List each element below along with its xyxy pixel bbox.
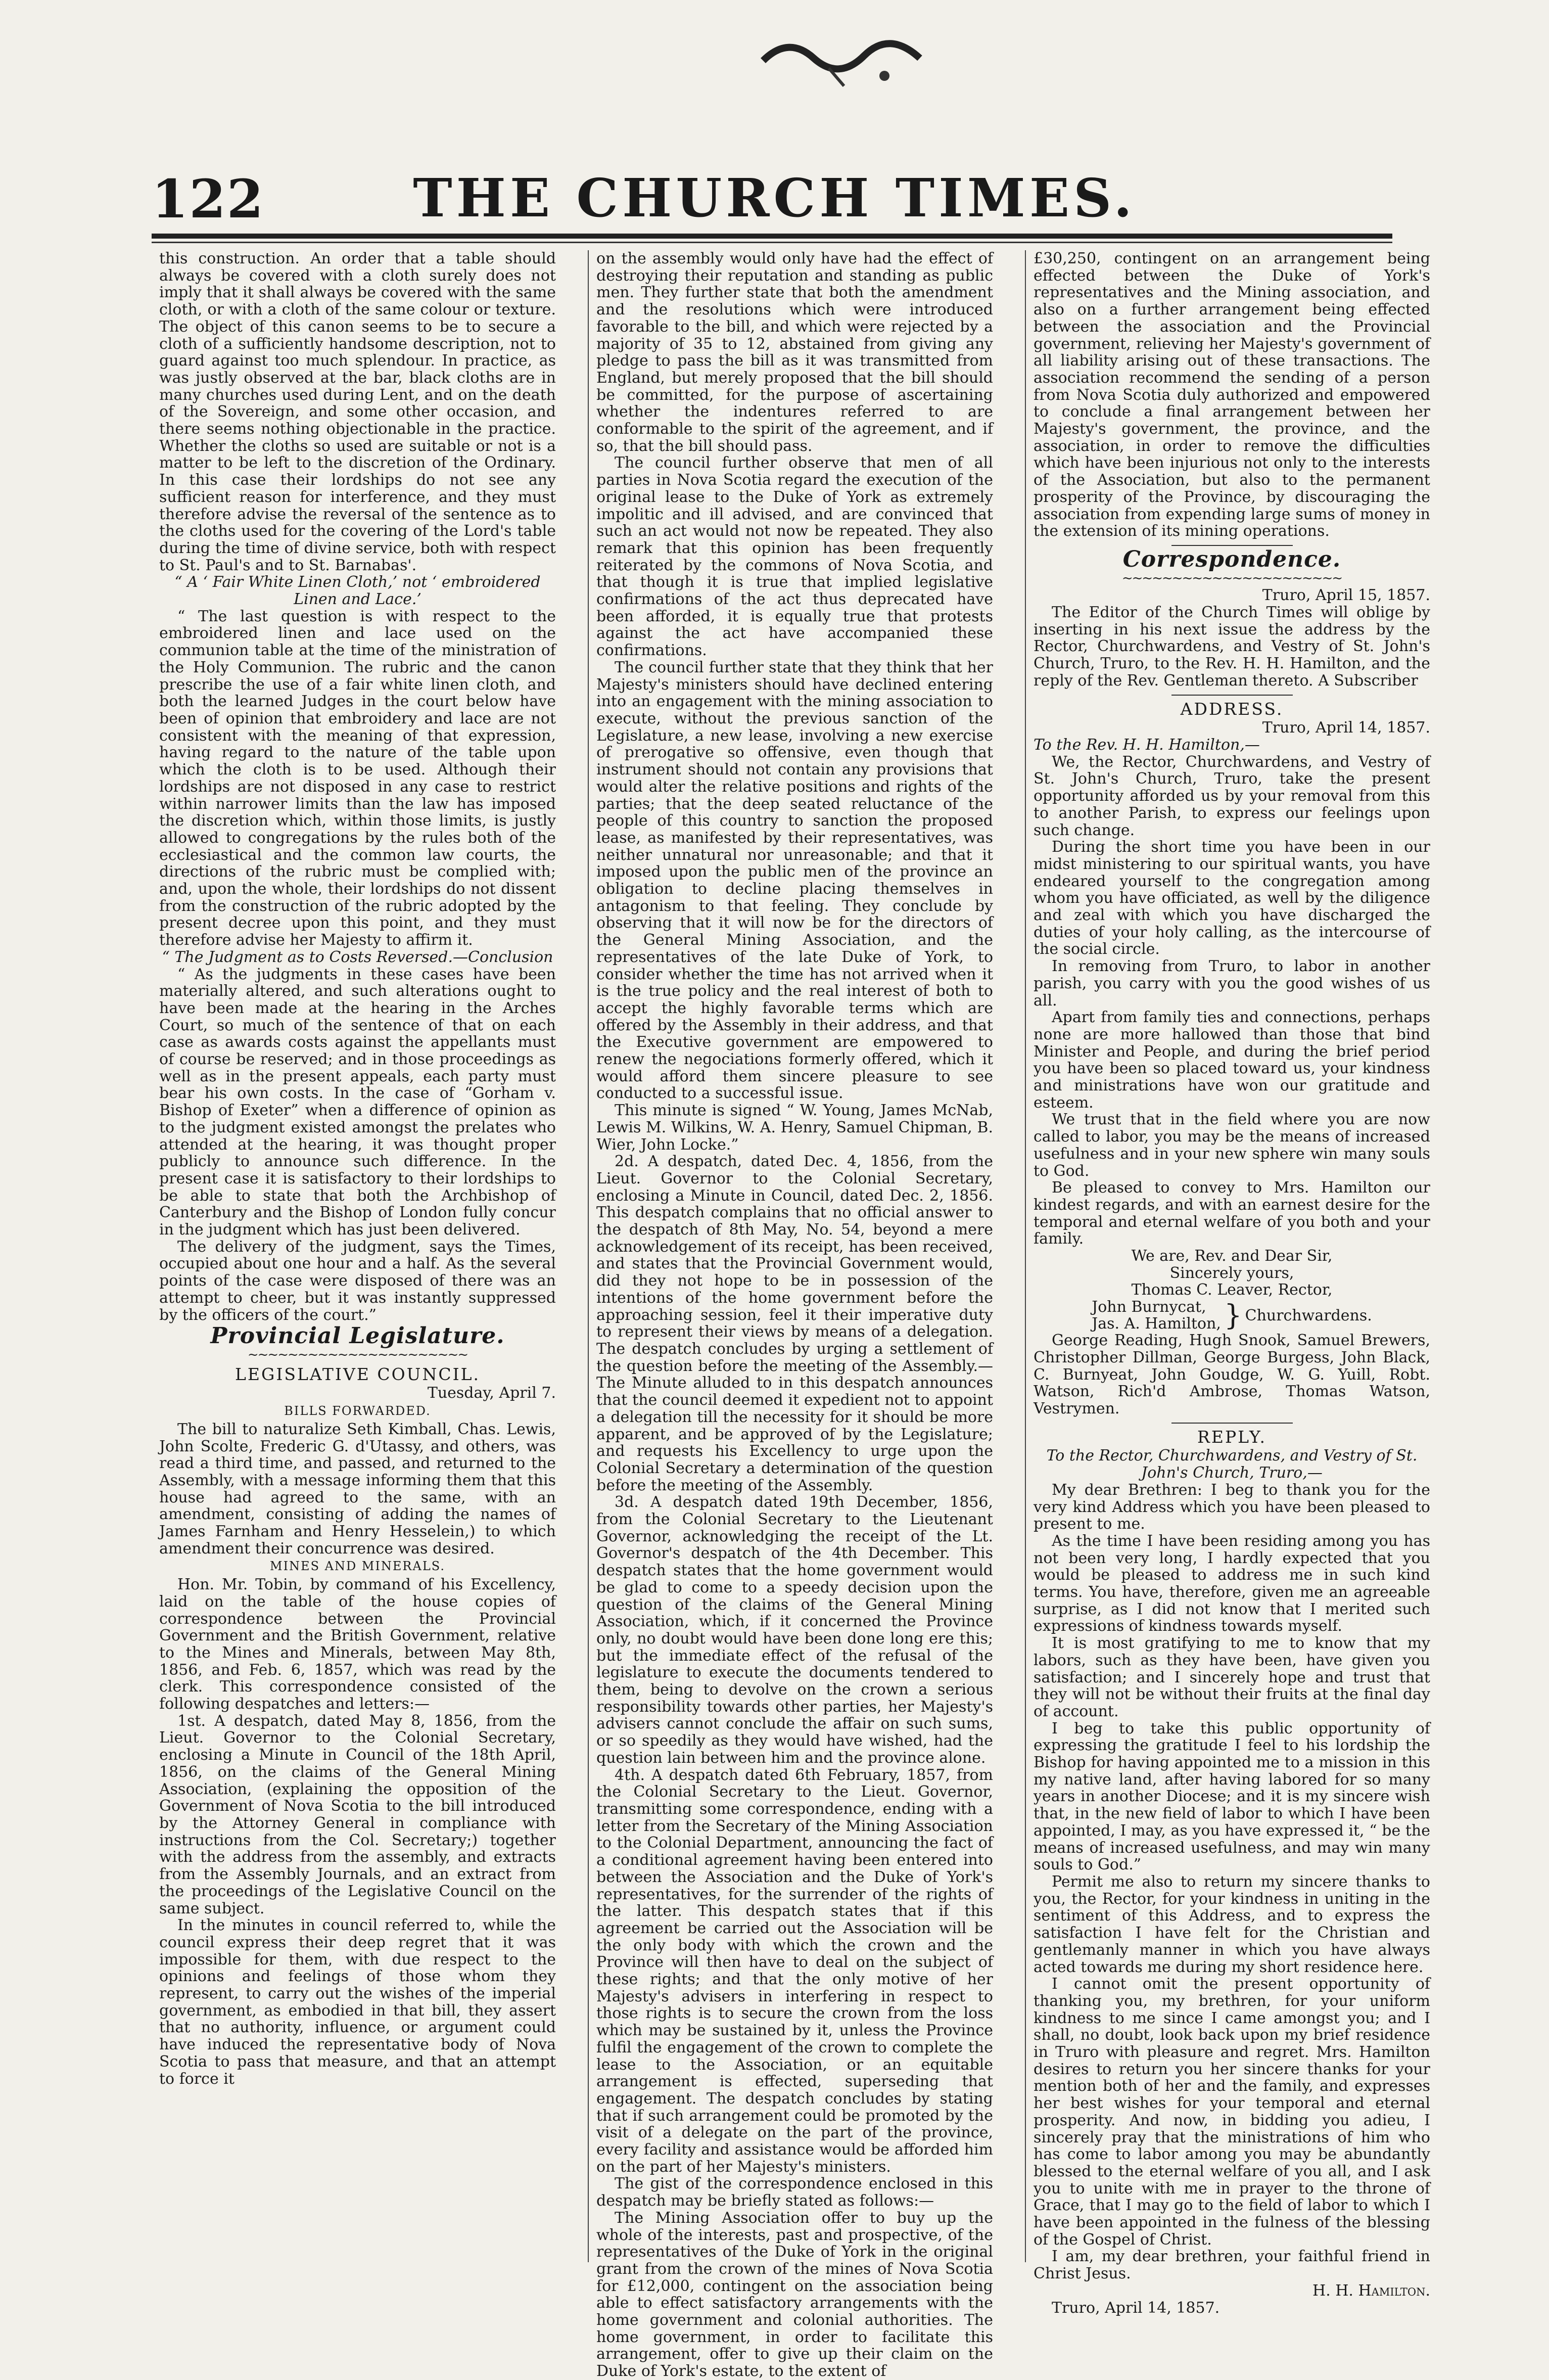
paragraph: The Editor of the Church Times will oblige by inserting in his next issue the address by the Rector, Churchwardens, and Vestry of St. John's Church, Truro, to the Rev. H. H. Hamilton, and the reply of the Rev. Gentleman thereto. A Subscriber bbox=[1034, 604, 1430, 690]
paragraph: As the time I have been residing among you has not been very long, I hardly expected that you would be pleased to address me in such kind terms. You have, therefore, given me an agreeable surprise, as I did not know that I merited such expressions of kindness towards myself. bbox=[1034, 1532, 1430, 1635]
ornament-rule: ~~~~~~~~~~~~~~~~~~~~~~ bbox=[247, 1347, 468, 1362]
paragraph: During the short time you have been in our midst ministering to our spiritual wants, you have endeared yourself to the congregation among whom you have officiated, as well by the diligence and zeal with which you have discharged the duties of your holy calling, as the intercourse of the social circle. bbox=[1034, 838, 1430, 958]
address-heading: ADDRESS. bbox=[1180, 699, 1284, 719]
paragraph: 2d. A despatch, dated Dec. 4, 1856, from the Lieut. Governor to the Colonial Secretary, enclosing a Minute in Council, dated Dec. 2, 1856. This despatch complains that no official answer to the despatch of 8th May, No. 54, beyond a mere acknowledgement of its receipt, has been received, and states that the Provincial Government would, did they not hope to be in possession of the intentions of the home government before the approaching session, feel it their imperative duty to represent their views by means of a delegation. The despatch concludes by urging a settlement of the question before the meeting of the Assembly.— The Minute alluded to in this despatch announces that the council deemed it expedient not to appoint a delegation till the necessity for it should be more apparent, and be approved of by the Legislature; and requests his Excellency to urge upon the Colonial Secretary a determination of the question before the meeting of the Assembly. bbox=[596, 1153, 993, 1494]
brace: } bbox=[1224, 1299, 1242, 1332]
column-2 bbox=[596, 250, 993, 2380]
ink-smudge bbox=[758, 30, 925, 91]
churchwardens-label: Churchwardens. bbox=[1245, 1306, 1372, 1324]
page-title: THE CHURCH TIMES. bbox=[413, 167, 1136, 229]
closing: Sincerely yours, bbox=[1169, 1264, 1294, 1282]
column-divider bbox=[1025, 250, 1026, 2262]
paragraph: “ As the judgments in these cases have been materially altered, and such alterations ought to have been made at the hearing in the Arches Court, so much of the sentence of that on each case as awards costs against the appellants must of course be reserved; and in those proceedings as well as in the present appeals, each party must bear his own costs. In the case of “Gorham v. Bishop of Exeter” when a difference of opinion as to the judgment existed amongst the prelates who attended at the hearing, it was thought proper publicly to announce such difference. In the present case it is satisfactory to their lordships to be able to state that both the Archbishop of Canterbury and the Bishop of London fully concur in the judgment which has just been delivered. bbox=[159, 965, 556, 1239]
vestry-list: George Reading, Hugh Snook, Samuel Brewers, Christopher Dillman, George Burgess, John Black, C. Burnyeat, John Goudge, W. G. Yuill, Robt. Watson, Rich'd Ambrose, Thomas Watson, Vestrymen. bbox=[1034, 1332, 1430, 1417]
paragraph: In removing from Truro, to labor in another parish, you carry with you the good wishes of us all. bbox=[1034, 957, 1430, 1010]
paragraph: My dear Brethren: I beg to thank you for the very kind Address which you have been pleased to present to me. bbox=[1034, 1481, 1430, 1533]
paragraph: The bill to naturalize Seth Kimball, Chas. Lewis, John Scolte, Frederic G. d'Utassy, and others, was read a third time, and passed, and returned to the Assembly, with a message informing them that this house had agreed to the same, with an amendment, consisting of adding the names of James Farnham and Henry Hesselein,) to which amendment their concurrence was desired. bbox=[159, 1420, 556, 1558]
paragraph: Be pleased to convey to Mrs. Hamilton our kindest regards, and with an earnest desire for the temporal and eternal welfare of you both and your family. bbox=[1034, 1179, 1430, 1248]
masthead-rule bbox=[152, 234, 1392, 239]
divider bbox=[1171, 1423, 1293, 1424]
column-divider bbox=[588, 250, 589, 2262]
paragraph: “ The last question is with respect to the embroidered linen and lace used on the communion table at the time of the ministration of the Holy Communion. The rubric and the canon prescribe the use of a fair white linen cloth, and both the learned Judges in the court below have been of opinion that embroidery and lace are not consistent with the meaning of that expression, having regard to the nature of the table upon which the cloth is to be used. Although their lordships are not disposed in any case to restrict within narrower limits than the law has imposed the discretion which, within those limits, is justly allowed to congregations by the rules both of the ecclesiastical and the common law courts, the directions of the rubric must be complied with; and, upon the whole, their lordships do not dissent from the construction of the rubric adopted by the present decree upon this point, and they must therefore advise her Majesty to affirm it. bbox=[159, 607, 556, 949]
signatory-rector: Thomas C. Leaver, Rector, bbox=[1131, 1281, 1333, 1299]
salutation: To the Rector, Churchwardens, and Vestry of St. John's Church, Truro,— bbox=[1046, 1447, 1418, 1482]
ornament-rule: ~~~~~~~~~~~~~~~~~~~~~~ bbox=[1121, 570, 1342, 586]
salutation: To the Rev. H. H. Hamilton,— bbox=[1034, 736, 1260, 754]
paragraph: this construction. An order that a table should always be covered with a cloth surely does not imply that it shall always be covered with the same cloth, or with a cloth of the same colour or texture. The object of this canon seems to be to secure a cloth of a sufficiently handsome description, not to guard against too much splendour. In practice, as was justly observed at the bar, black cloths are in many churches used during Lent, and on the death of the Sovereign, and some other occasion, and there seems nothing objectionable in the practice. Whether the cloths so used are suitable or not is a matter to be left to the discretion of the Ordinary. In this case their lordships do not see any sufficient reason for interference, and they must therefore advise the reversal of the sentence as to the cloths used for the covering of the Lord's table during the time of divine service, both with respect to St. Paul's and to St. Barnabas'. bbox=[159, 250, 556, 574]
column-1 bbox=[159, 250, 556, 2267]
reply-heading: REPLY. bbox=[1197, 1427, 1266, 1447]
closing: We are, Rev. and Dear Sir, bbox=[1131, 1247, 1333, 1265]
dateline: Tuesday, April 7. bbox=[427, 1384, 556, 1402]
dateline: Truro, April 15, 1857. bbox=[1262, 586, 1430, 605]
signatory: John Burnycat, bbox=[1092, 1298, 1206, 1316]
paragraph: It is most gratifying to me to know that my labors, such as they have been, have given you satisfaction; and I sincerely hope and trust that they will not be without their fruits at the final day of account. bbox=[1034, 1634, 1430, 1720]
paragraph: 1st. A despatch, dated May 8, 1856, from the Lieut. Governor to the Colonial Secretary, enclosing a Minute in Council of the 18th April, 1856, on the claims of the General Mining Association, (explaining the opposition of the Government of Nova Scotia to the bill introduced by the Attorney General in compliance with instructions from the Col. Secretary;) together with the address from the assembly, and extracts from the Assembly Journals, and an extract from the proceedings of the Legislative Council on the same subject. bbox=[159, 1712, 556, 1917]
paragraph: £30,250, contingent on an arrangement being effected between the Duke of York's representatives and the Mining association, and also on a further arrangement being effected between the association and the Provincial government, relieving her Majesty's government of all liability arising out of these transactions. The association recommend the sending of a person from Nova Scotia duly authorized and empowered to conclude a final arrangement between her Majesty's government, the province, and the association, in order to remove the difficulties which have been injurious not only to the interests of the Association, but also to the permanent prosperity of the Province, by discouraging the association from expending large sums of money in the extension of its mining operations. bbox=[1034, 250, 1430, 540]
dateline: Truro, April 14, 1857. bbox=[1262, 719, 1430, 737]
paragraph: The council further state that they think that her Majesty's ministers should have declined entering into an engagement with the mining association to execute, without the previous sanction of the Legislature, a new lease, involving a new exercise of prerogative so offensive, even though that instrument should not contain any provisions that would alter the relative positions and rights of the parties; that the deep seated reluctance of the people of this country to sanction the proposed lease, as manifested by their representatives, was neither unnatural nor unreasonable; and that it imposed upon the public men of the province an obligation to decline placing themselves in antagonism to that feeling. They conclude by observing that it will now be for the directors of the General Mining Association, and the representatives of the late Duke of York, to consider whether the time has not arrived when it is the true policy and the real interest of both to accept the highly favorable terms which are offered by the Assembly in their address, and that the Executive government are empowered to renew the negociations formerly offered, which it would afford them sincere pleasure to see conducted to a successful issue. bbox=[596, 658, 993, 1103]
signatory: Jas. A. Hamilton, bbox=[1092, 1315, 1221, 1333]
subsection-heading: MINES AND MINERALS. bbox=[270, 1559, 445, 1574]
signature: H. H. Hamilton. bbox=[1312, 2281, 1430, 2300]
paragraph: This minute is signed “ W. Young, James McNab, Lewis M. Wilkins, W. A. Henry, Samuel Chipman, B. Wier, John Locke.” bbox=[596, 1102, 993, 1154]
divider bbox=[1171, 695, 1293, 696]
paragraph: Permit me also to return my sincere thanks to you, the Rector, for your kindness in uniting in the sentiment of this Address, and to express the satisfaction I have felt for the Christian and gentlemanly manner in which you have always acted towards me during my short residence here. bbox=[1034, 1872, 1430, 1976]
paragraph: The council further observe that men of all parties in Nova Scotia regard the execution of the original lease to the Duke of York as extremely impolitic and ill advised, and are convinced that such an act would not now be repeated. They also remark that this opinion has been frequently reiterated by the commons of Nova Scotia, and that though it is true that implied legislative confirmations of the act thus deprecated have been afforded, it is equally true that protests against the act have accompanied these confirmations. bbox=[596, 454, 993, 660]
masthead-rule-thin bbox=[152, 242, 1392, 243]
paragraph: We, the Rector, Churchwardens, and Vestry of St. John's Church, Truro, take the present opportunity afforded us by your removal from this to another Parish, to express our feelings upon such change. bbox=[1034, 753, 1430, 839]
paragraph: Hon. Mr. Tobin, by command of his Excellency, laid on the table of the house copies of correspondence between the Provincial Government and the British Government, relative to the Mines and Minerals, between May 8th, 1856, and Feb. 6, 1857, which was read by the clerk. This correspondence consisted of the following despatches and letters:— bbox=[159, 1576, 556, 1713]
paragraph: I am, my dear brethren, your faithful friend in Christ Jesus. bbox=[1034, 2248, 1430, 2283]
paragraph: In the minutes in council referred to, while the council express their deep regret that it was impossible for them, with due respect to the opinions and feelings of those whom they represent, to carry out the wishes of the imperial government, as embodied in that bill, they assert that no authority, influence, or argument could have induced the representative body of Nova Scotia to pass that measure, and that an attempt to force it bbox=[159, 1916, 556, 2088]
subsection-heading: BILLS FORWARDED. bbox=[284, 1404, 431, 1418]
paragraph: 4th. A despatch dated 6th February, 1857, from the Colonial Secretary to the Lieut. Governor, transmitting some correspondence, ending with a letter from the Secretary of the Mining Association to the Colonial Department, announcing the fact of a conditional agreement having been entered into between the Association and the Duke of York's representatives, for the surrender of the rights of the latter. This despatch states that if this agreement be carried out the Association will be the only body with which the crown and the Province will then have to deal on the subject of these rights; and that the only motive of her Majesty's advisers in interfering in respect to those rights is to secure the crown from the loss which may be sustained by it, unless the Province fulfil the engagement of the crown to complete the lease to the Association, or an equitable arrangement is effected, superseding that engagement. The despatch concludes by stating that if such arrangement could be promoted by the visit of a delegate on the part of the province, every facility and assistance would be afforded him on the part of her Majesty's ministers. bbox=[596, 1766, 993, 2176]
subheading: “ The Judgment as to Costs Reversed.—Conclusion bbox=[162, 948, 553, 966]
paragraph: The delivery of the judgment, says the Times, occupied about one hour and a half. As the several points of the case were disposed of there was an attempt to cheer, but it was instantly suppressed by the officers of the court.” bbox=[159, 1238, 556, 1324]
council-heading: LEGISLATIVE COUNCIL. bbox=[234, 1364, 481, 1384]
column-3 bbox=[1034, 250, 1430, 2317]
paragraph: I cannot omit the present opportunity of thanking you, my brethren, for your uniform kindness to me since I came amongst you; and I shall, no doubt, look back upon my brief residence in Truro with pleasure and regret. Mrs. Hamilton desires to return you her sincere thanks for your mention both of her and the family, and expresses her best wishes for your temporal and eternal prosperity. And now, in bidding you adieu, I sincerely pray that the ministrations of him who has come to labor among you may be abundantly blessed to the eternal welfare of you all, and I ask you to unite with me in prayer to the throne of Grace, that I may go to the field of labor to which I have been appointed in the fulness of the blessing of the Gospel of Christ. bbox=[1034, 1975, 1430, 2249]
section-heading: Correspondence. bbox=[1122, 546, 1341, 572]
paragraph: We trust that in the field where you are now called to labor, you may be the means of increased usefulness and in your new sphere win many souls to God. bbox=[1034, 1111, 1430, 1180]
churchwardens-block bbox=[1092, 1299, 1372, 1332]
page-number: 122 bbox=[152, 168, 265, 230]
divider bbox=[1171, 545, 1293, 546]
subheading: “ A ‘ Fair White Linen Cloth,’ not ‘ embroidered Linen and Lace.’ bbox=[174, 573, 541, 609]
paragraph: Apart from family ties and connections, perhaps none are more hallowed than those that bind Minister and People, and during the brief period you have been so placed toward us, your kindness and ministrations have won our gratitude and esteem. bbox=[1034, 1009, 1430, 1112]
paragraph: The Mining Association offer to buy up the whole of the interests, past and prospective, of the representatives of the Duke of York in the original grant from the crown of the mines of Nova Scotia for £12,000, contingent on the association being able to effect satisfactory arrangements with the home government and colonial authorities. The home government, in order to facilitate this arrangement, offer to give up their claim on the Duke of York's estate, to the extent of bbox=[596, 2209, 993, 2380]
dateline: Truro, April 14, 1857. bbox=[1052, 2299, 1220, 2317]
section-heading: Provincial Legislature. bbox=[210, 1323, 505, 1349]
paragraph: 3d. A despatch dated 19th December, 1856, from the Colonial Secretary to the Lieutenant Governor, acknowledging the receipt of the Lt. Governor's despatch of the 4th December. This despatch states that the home government would be glad to come to a speedy decision upon the question of the claims of the General Mining Association, which, if it concerned the Province only, no doubt would have been done long ere this; but the immediate effect of the refusal of the legislature to execute the documents tendered to them, being to devolve on the crown a serious responsibility towards other parties, her Majesty's advisers cannot conclude the affair on such sums, or so speedily as they would have wished, had the question lain between him and the province alone. bbox=[596, 1493, 993, 1767]
paragraph: I beg to take this public opportunity of expressing the gratitude I feel to his lordship the Bishop for having appointed me to a mission in this my native land, after having labored for so many years in another Diocese; and it is my sincere wish that, in the new field of labor to which I have been appointed, I may, as you have expressed it, “ be the means of increased usefulness, and may win many souls to God.” bbox=[1034, 1719, 1430, 1874]
paragraph: The gist of the correspondence enclosed in this despatch may be briefly stated as follows:— bbox=[596, 2175, 993, 2210]
paragraph: on the assembly would only have had the effect of destroying their reputation and standing as public men. They further state that both the amendment and the resolutions which were introduced favorable to the bill, and which were rejected by a majority of 35 to 12, abstained from giving any pledge to pass the bill as it was transmitted from England, but merely proposed that the bill should be committed, for the purpose of ascertaining whether the indentures referred to are conformable to the spirit of the agreement, and if so, that the bill should pass. bbox=[596, 250, 993, 455]
